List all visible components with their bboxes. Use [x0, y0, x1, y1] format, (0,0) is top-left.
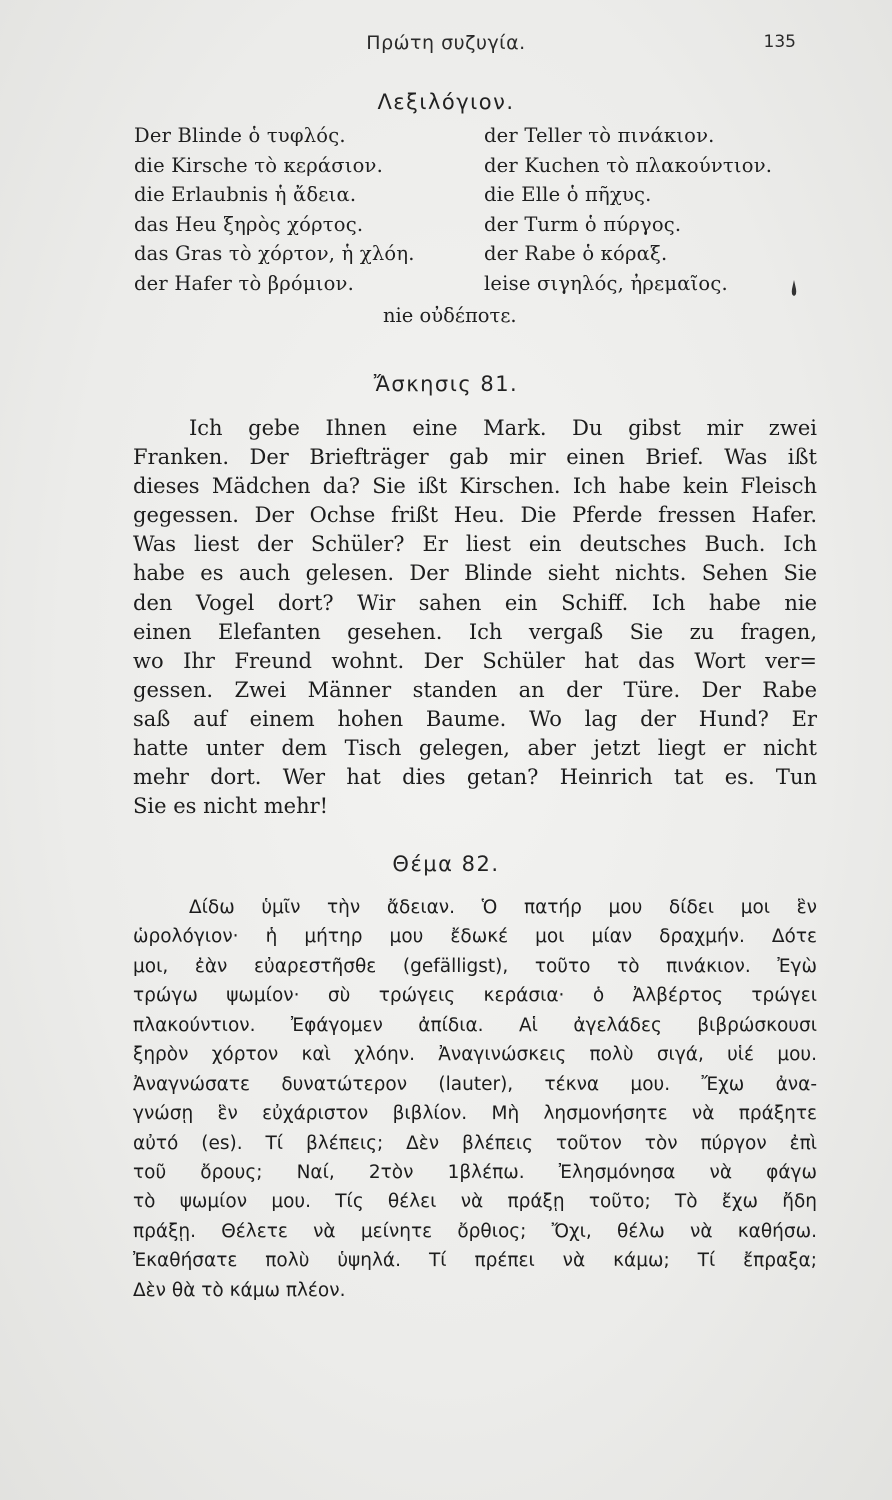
- vocab-entry: leise σιγηλός, ἠρεμαῖος.: [484, 271, 728, 295]
- vocabulary-list: [134, 121, 814, 301]
- theme-text: [133, 893, 817, 1305]
- text-line: den Vogel dort? Wir sahen ein Schiff. Ich habe nie: [133, 590, 817, 615]
- text-line: mehr dort. Wer hat dies getan? Heinrich tat es. Tun: [133, 765, 817, 790]
- vocab-entry: der Rabe ὁ κόραξ.: [484, 242, 668, 265]
- running-title: Πρώτη συζυγία.: [366, 32, 526, 54]
- vocabulary-left-column: [134, 121, 474, 298]
- text-line: πλακούντιον. Ἐφάγομεν ἀπίδια. Αἱ ἀγελάδες βιβρώσκουσι: [133, 1014, 817, 1036]
- text-line: ὡρολόγιον· ἡ μήτηρ μου ἔδωκέ μοι μίαν δραχμήν. Δότε: [133, 926, 817, 948]
- theme-heading: Θέμα 82.: [392, 852, 500, 876]
- text-line: wo Ihr Freund wohnt. Der Schüler hat das Wort ver=: [133, 648, 817, 673]
- text-line: habe es auch gelesen. Der Blinde sieht nichts. Sehen Sie: [133, 561, 817, 586]
- text-line: gegessen. Der Ochse frißt Heu. Die Pferde fressen Hafer.: [133, 503, 817, 528]
- text-line: γνώσῃ ἓν εὐχάριστον βιβλίον. Μὴ λησμονήσητε νὰ πράξητε: [133, 1103, 817, 1125]
- vocab-entry: der Kuchen τὸ πλακούντιον.: [484, 153, 773, 177]
- vocab-entry: der Hafer τὸ βρόμιον.: [134, 271, 354, 295]
- vocab-entry: die Elle ὁ πῆχυς.: [484, 183, 652, 206]
- text-line: Δίδω ὑμῖν τὴν ἄδειαν. Ὁ πατήρ μου δίδει μοι ἓν: [189, 897, 817, 918]
- text-line: hatte unter dem Tisch gelegen, aber jetzt liegt er nicht: [133, 736, 817, 761]
- vocab-entry-extra: nie οὐδέποτε.: [383, 304, 517, 327]
- page-header: [0, 32, 892, 60]
- text-line: τοῦ ὄρους; Ναί, 2τὸν 1βλέπω. Ἐλησμόνησα νὰ φάγω: [133, 1161, 817, 1183]
- text-line: Ich gebe Ihnen eine Mark. Du gibst mir zwei: [189, 416, 817, 440]
- text-line: μοι, ἐὰν εὐαρεστῆσθε (gefälligst), τοῦτο τὸ πινάκιον. Ἐγὼ: [133, 955, 817, 977]
- vocab-entry: der Turm ὁ πύργος.: [484, 212, 682, 236]
- text-line: Sie es nicht mehr!: [133, 794, 329, 819]
- text-line: Was liest der Schüler? Er liest ein deutsches Buch. Ich: [133, 532, 817, 557]
- text-line: πράξῃ. Θέλετε νὰ μείνητε ὄρθιος; Ὄχι, θέλω νὰ καθήσω.: [133, 1220, 817, 1242]
- ink-spot-icon: [790, 280, 798, 296]
- text-line: einen Elefanten gesehen. Ich vergaß Sie zu fragen,: [133, 619, 817, 644]
- text-line: αὐτό (es). Τί βλέπεις; Δὲν βλέπεις τοῦτον τὸν πύργον ἐπὶ: [133, 1132, 817, 1154]
- text-line: τὸ ψωμίον μου. Τίς θέλει νὰ πράξῃ τοῦτο; Τὸ ἔχω ἤδη: [133, 1191, 817, 1213]
- vocab-entry: die Erlaubnis ἡ ἄδεια.: [134, 183, 357, 206]
- vocabulary-heading: Λεξιλόγιον.: [377, 90, 515, 114]
- exercise-text: [133, 414, 817, 821]
- text-line: Franken. Der Briefträger gab mir einen Brief. Was ißt: [133, 445, 817, 470]
- text-line: dieses Mädchen da? Sie ißt Kirschen. Ich habe kein Fleisch: [133, 474, 817, 499]
- text-line: τρώγω ψωμίον· σὺ τρώγεις κεράσια· ὁ Ἀλβέρτος τρώγει: [133, 985, 817, 1007]
- page-number: 135: [763, 32, 796, 52]
- vocab-entry: das Heu ξηρὸς χόρτος.: [134, 212, 364, 236]
- vocab-entry: Der Blinde ὁ τυφλός.: [134, 124, 346, 147]
- text-line: gessen. Zwei Männer standen an der Türe. Der Rabe: [133, 677, 817, 702]
- vocab-entry: die Kirsche τὸ κεράσιον.: [134, 153, 384, 177]
- text-line: saß auf einem hohen Baume. Wo lag der Hund? Er: [133, 706, 817, 731]
- exercise-heading: Ἄσκησις 81.: [373, 372, 519, 396]
- text-line: Δὲν θὰ τὸ κάμω πλέον.: [133, 1279, 346, 1301]
- text-line: ξηρὸν χόρτον καὶ χλόην. Ἀναγινώσκεις πολὺ σιγά, υἱέ μου.: [133, 1044, 817, 1066]
- vocab-entry: der Teller τὸ πινάκιον.: [484, 124, 715, 147]
- vocabulary-right-column: [484, 121, 824, 298]
- vocab-entry: das Gras τὸ χόρτον, ἡ χλόη.: [134, 242, 415, 265]
- text-line: Ἐκαθήσατε πολὺ ὑψηλά. Τί πρέπει νὰ κάμω; Τί ἔπραξα;: [133, 1250, 817, 1272]
- text-line: Ἀναγνώσατε δυνατώτερον (lauter), τέκνα μου. Ἔχω ἀνα-: [133, 1073, 817, 1095]
